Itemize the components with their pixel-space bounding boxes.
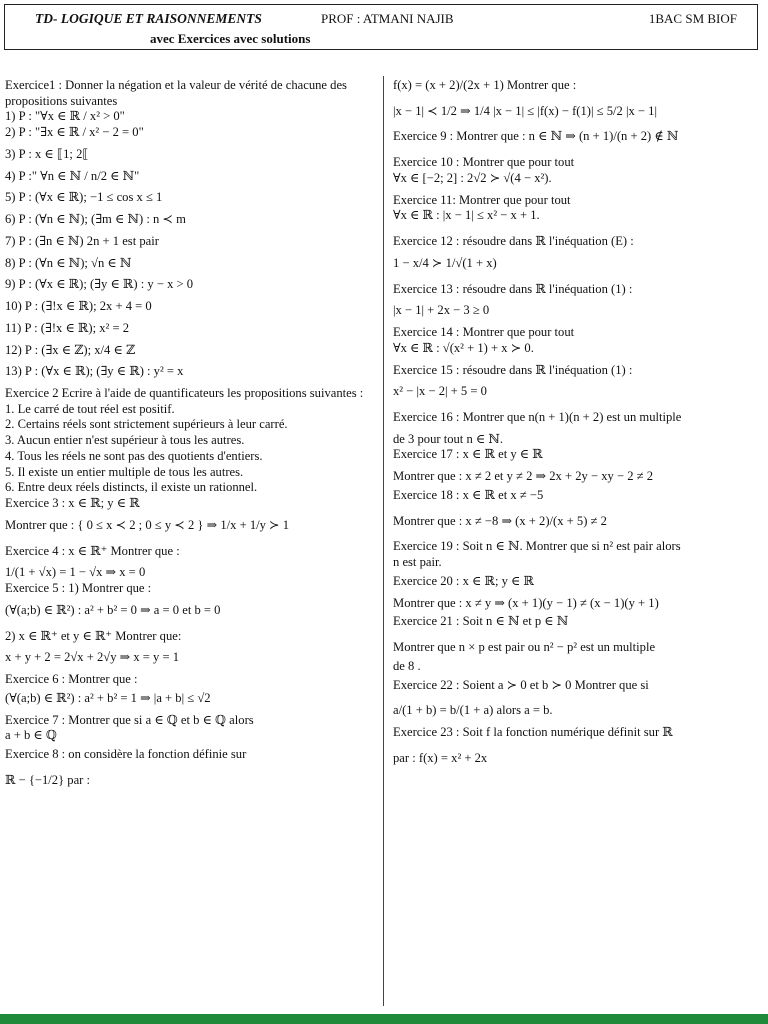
exercise-line: ∀x ∈ [−2; 2] : 2√2 ≻ √(4 − x²). xyxy=(393,170,552,185)
exercise-line: 10) P : (∃!x ∈ ℝ); 2x + 4 = 0 xyxy=(5,299,152,314)
exercise-heading: Exercice 13 : résoudre dans ℝ l'inéquation (1) : xyxy=(393,281,633,296)
doc-title: TD- LOGIQUE ET RAISONNEMENTS xyxy=(35,11,262,26)
exercise-heading: Exercice 5 : 1) Montrer que : xyxy=(5,581,152,596)
exercise-line: 4. Tous les réels ne sont pas des quotients d'entiers. xyxy=(5,448,263,463)
right-column xyxy=(393,78,763,767)
left-column xyxy=(5,78,377,788)
exercise-line: (∀(a;b) ∈ ℝ²) : a² + b² = 1 ⇒ |a + b| ≤ √2 xyxy=(5,690,211,705)
exercise-line: par : f(x) = x² + 2x xyxy=(393,750,488,765)
exercise-heading: Exercice 4 : x ∈ ℝ⁺ Montrer que : xyxy=(5,543,180,558)
exercise-line: 7) P : (∃n ∈ ℕ) 2n + 1 est pair xyxy=(5,233,159,248)
exercise-line: Montrer que : { 0 ≤ x ≺ 2 ; 0 ≤ y ≺ 2 } ⇒ 1/x + 1/y ≻ 1 xyxy=(5,517,290,532)
exercise-line: Montrer que : x ≠ 2 et y ≠ 2 ⇒ 2x + 2y − xy − 2 ≠ 2 xyxy=(393,469,654,484)
exercise-line: 2. Certains réels sont strictement supérieurs à leur carré. xyxy=(5,417,288,432)
exercise-heading: Exercice 18 : x ∈ ℝ et x ≠ −5 xyxy=(393,487,544,502)
exercise-line: a + b ∈ ℚ xyxy=(5,728,57,743)
exercise-line: 2) x ∈ ℝ⁺ et y ∈ ℝ⁺ Montrer que: xyxy=(5,628,182,643)
exercise-line: |x − 1| ≺ 1/2 ⇒ 1/4 |x − 1| ≤ |f(x) − f(1)| ≤ 5/2 |x − 1| xyxy=(393,103,657,118)
exercise-line: x + y + 2 = 2√x + 2√y ⇒ x = y = 1 xyxy=(5,650,180,665)
exercise-heading: Exercice 8 : on considère la fonction définie sur xyxy=(5,746,247,761)
exercise-heading: Exercice 22 : Soient a ≻ 0 et b ≻ 0 Montrer que si xyxy=(393,677,649,692)
exercise-line: 4) P :" ∀n ∈ ℕ / n/2 ∈ ℕ" xyxy=(5,168,140,183)
exercise-heading: Exercice 2 Ecrire à l'aide de quantificateurs les propositions suivantes : xyxy=(5,386,364,401)
header-box xyxy=(4,4,758,50)
exercise-heading: Exercice 11: Montrer que pour tout xyxy=(393,192,571,207)
exercise-line: Montrer que : x ≠ y ⇒ (x + 1)(y − 1) ≠ (x − 1)(y + 1) xyxy=(393,595,659,610)
exercise-line: 13) P : (∀x ∈ ℝ); (∃y ∈ ℝ) : y² = x xyxy=(5,364,184,379)
doc-subtitle: avec Exercices avec solutions xyxy=(150,31,311,46)
exercise-line: 3. Aucun entier n'est supérieur à tous les autres. xyxy=(5,433,245,448)
exercise-heading: Exercice 9 : Montrer que : n ∈ ℕ ⇒ (n + 1)/(n + 2) ∉ ℕ xyxy=(393,129,679,144)
exercise-line: 8) P : (∀n ∈ ℕ); √n ∈ ℕ xyxy=(5,255,132,270)
exercise-line: 5) P : (∀x ∈ ℝ); −1 ≤ cos x ≤ 1 xyxy=(5,190,163,205)
exercise-line: a/(1 + b) = b/(1 + a) alors a = b. xyxy=(393,703,553,718)
exercise-line: n est pair. xyxy=(393,555,442,570)
exercise-heading: Exercice 3 : x ∈ ℝ; y ∈ ℝ xyxy=(5,496,140,511)
exercise-heading: Exercice 12 : résoudre dans ℝ l'inéquation (E) : xyxy=(393,234,634,249)
exercise-line: 11) P : (∃!x ∈ ℝ); x² = 2 xyxy=(5,320,130,335)
exercise-line: 2) P : "∃x ∈ ℝ / x² − 2 = 0" xyxy=(5,125,144,140)
exercise-line: 5. Il existe un entier multiple de tous les autres. xyxy=(5,464,244,479)
exercise-heading: Exercice 19 : Soit n ∈ ℕ. Montrer que si n² est pair alors xyxy=(393,539,681,554)
exercise-line: ℝ − {−1/2} par : xyxy=(5,772,91,787)
exercise-line: de 3 pour tout n ∈ ℕ. xyxy=(393,431,504,446)
class-level: 1BAC SM BIOF xyxy=(648,11,737,26)
footer-bar xyxy=(0,1014,768,1024)
column-divider xyxy=(383,76,384,1006)
exercise-heading: Exercice1 : Donner la négation et la valeur de vérité de chacune des propositions suivantes xyxy=(5,78,347,108)
exercise-line: x² − |x − 2| + 5 = 0 xyxy=(393,384,487,399)
exercise-line: 6) P : (∀n ∈ ℕ); (∃m ∈ ℕ) : n ≺ m xyxy=(5,212,186,227)
exercise-line: 6. Entre deux réels distincts, il existe un rationnel. xyxy=(5,480,258,495)
exercise-heading: Exercice 14 : Montrer que pour tout xyxy=(393,325,575,340)
exercise-heading: Exercice 6 : Montrer que : xyxy=(5,672,138,687)
exercise-line: ∀x ∈ ℝ : √(x² + 1) + x ≻ 0. xyxy=(393,340,534,355)
exercise-line: 9) P : (∀x ∈ ℝ); (∃y ∈ ℝ) : y − x > 0 xyxy=(5,277,194,292)
exercise-heading: Exercice 7 : Montrer que si a ∈ ℚ et b ∈ ℚ alors xyxy=(5,712,254,727)
exercise-line: 1) P : "∀x ∈ ℝ / x² > 0" xyxy=(5,109,125,124)
exercise-heading: Exercice 21 : Soit n ∈ ℕ et p ∈ ℕ xyxy=(393,614,569,629)
exercise-line: |x − 1| + 2x − 3 ≥ 0 xyxy=(393,303,490,318)
exercise-line: Montrer que n × p est pair ou n² − p² est un multiple xyxy=(393,640,656,655)
exercise-line: 1/(1 + √x) = 1 − √x ⇒ x = 0 xyxy=(5,565,146,580)
exercise-line: Montrer que : x ≠ −8 ⇒ (x + 2)/(x + 5) ≠ 2 xyxy=(393,513,607,528)
exercise-line: (∀(a;b) ∈ ℝ²) : a² + b² = 0 ⇒ a = 0 et b = 0 xyxy=(5,602,221,617)
exercise-line: 1 − x/4 ≻ 1/√(1 + x) xyxy=(393,255,497,270)
exercise-heading: Exercice 23 : Soit f la fonction numérique définit sur ℝ xyxy=(393,725,673,740)
exercise-heading: Exercice 16 : Montrer que n(n + 1)(n + 2) est un multiple xyxy=(393,410,682,425)
exercise-line: 12) P : (∃x ∈ ℤ); x/4 ∈ ℤ xyxy=(5,342,136,357)
exercise-line: 1. Le carré de tout réel est positif. xyxy=(5,401,175,416)
exercise-heading: Exercice 10 : Montrer que pour tout xyxy=(393,155,575,170)
teacher-name: PROF : ATMANI NAJIB xyxy=(321,11,454,26)
exercise-line: ∀x ∈ ℝ : |x − 1| ≤ x² − x + 1. xyxy=(393,208,540,223)
exercise-heading: Exercice 17 : x ∈ ℝ et y ∈ ℝ xyxy=(393,447,543,462)
exercise-line: 3) P : x ∈ ⟦1; 2⟦ xyxy=(5,146,89,161)
exercise-heading: Exercice 20 : x ∈ ℝ; y ∈ ℝ xyxy=(393,573,534,588)
exercise-line: de 8 . xyxy=(393,658,421,673)
exercise-heading: Exercice 15 : résoudre dans ℝ l'inéquation (1) : xyxy=(393,362,633,377)
exercise-line: f(x) = (x + 2)/(2x + 1) Montrer que : xyxy=(393,78,577,92)
